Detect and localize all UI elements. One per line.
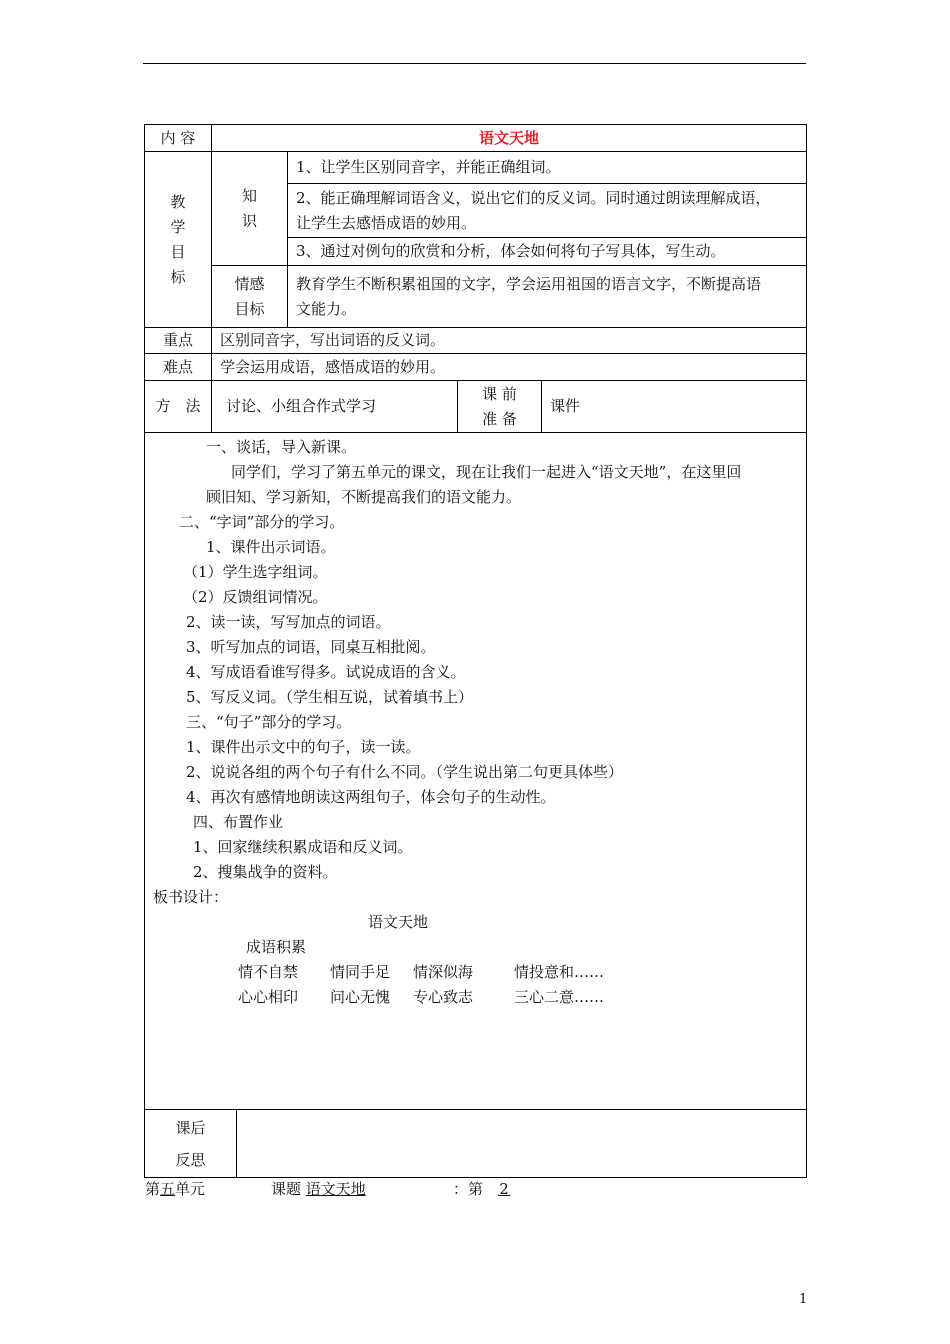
board-idiom: 情不自禁 bbox=[238, 963, 299, 981]
reflection-content bbox=[237, 1110, 807, 1178]
process-line: 顾旧知、学习新知，不断提高我们的语文能力。 bbox=[206, 488, 522, 506]
process-line: 三、“句子”部分的学习。 bbox=[186, 713, 352, 731]
process-line: （1）学生选字组词。 bbox=[183, 563, 328, 581]
board-title: 语文天地 bbox=[368, 913, 429, 931]
process-line: 一、谈话，导入新课。 bbox=[206, 438, 357, 456]
lesson-plan-table bbox=[144, 124, 807, 1178]
board-idiom: 问心无愧 bbox=[330, 988, 391, 1006]
key-point-text: 区别同音字，写出词语的反义词。 bbox=[212, 328, 807, 354]
board-idiom: 情投意和…… bbox=[514, 963, 605, 981]
process-line: （2）反馈组词情况。 bbox=[183, 588, 328, 606]
board-idiom: 心心相印 bbox=[238, 988, 299, 1006]
method-text: 讨论、小组合作式学习 bbox=[212, 381, 458, 433]
prep-text: 课件 bbox=[542, 381, 807, 433]
prep-label: 课 前 准 备 bbox=[458, 381, 542, 433]
page-number: 1 bbox=[799, 1292, 808, 1307]
process-line: 同学们，学习了第五单元的课文，现在让我们一起进入“语文天地”，在这里回 bbox=[231, 463, 742, 481]
knowledge-item-1: 1、让学生区别同音字，并能正确组词。 bbox=[288, 152, 807, 184]
teaching-process bbox=[145, 433, 807, 1110]
knowledge-label: 知 识 bbox=[212, 152, 288, 266]
board-idiom: 情深似海 bbox=[413, 963, 474, 981]
process-line: 1、课件出示词语。 bbox=[206, 538, 336, 556]
board-subtitle: 成语积累 bbox=[246, 938, 307, 956]
content-label: 内 容 bbox=[145, 125, 212, 152]
board-idiom: 三心二意…… bbox=[514, 988, 605, 1006]
method-label: 方 法 bbox=[145, 381, 212, 433]
process-line: 4、写成语看谁写得多。试说成语的含义。 bbox=[186, 663, 466, 681]
footer-unit: 第五单元 bbox=[145, 1180, 206, 1198]
process-line: 4、再次有感情地朗读这两组句子，体会句子的生动性。 bbox=[186, 788, 556, 806]
process-line: 二、“字词”部分的学习。 bbox=[179, 513, 345, 531]
footer-topic: 课题 语文天地 bbox=[271, 1180, 366, 1198]
process-line: 3、听写加点的词语，同桌互相批阅。 bbox=[186, 638, 436, 656]
reflection-label: 课后 反思 bbox=[145, 1110, 237, 1178]
knowledge-item-2: 2、能正确理解词语含义，说出它们的反义词。同时通过朗读理解成语， 让学生去感悟成语的妙用。 bbox=[288, 184, 807, 238]
knowledge-item-3: 3、通过对例句的欣赏和分析，体会如何将句子写具体，写生动。 bbox=[288, 238, 807, 266]
process-line: 1、课件出示文中的句子，读一读。 bbox=[186, 738, 421, 756]
emotion-goal: 教育学生不断积累祖国的文字，学会运用祖国的语言文字，不断提高语 文能力。 bbox=[288, 266, 807, 328]
process-line: 四、布置作业 bbox=[193, 813, 284, 831]
footer-period: ：第 2 bbox=[453, 1180, 509, 1198]
process-line: 2、说说各组的两个句子有什么不同。（学生说出第二句更具体些） bbox=[186, 763, 624, 781]
header-rule bbox=[143, 63, 806, 64]
objectives-label: 教 学 目 标 bbox=[145, 152, 212, 328]
key-point-label: 重点 bbox=[145, 328, 212, 354]
board-design-label: 板书设计： bbox=[153, 888, 229, 906]
emotion-label: 情感 目标 bbox=[212, 266, 288, 328]
board-idiom: 专心致志 bbox=[413, 988, 474, 1006]
process-line: 5、写反义词。（学生相互说，试着填书上） bbox=[186, 688, 474, 706]
difficulty-label: 难点 bbox=[145, 354, 212, 381]
process-line: 2、读一读，写写加点的词语。 bbox=[186, 613, 391, 631]
board-idiom: 情同手足 bbox=[330, 963, 391, 981]
process-line: 1、回家继续积累成语和反义词。 bbox=[193, 838, 413, 856]
lesson-title: 语文天地 bbox=[212, 125, 807, 152]
difficulty-text: 学会运用成语，感悟成语的妙用。 bbox=[212, 354, 807, 381]
process-line: 2、搜集战争的资料。 bbox=[193, 863, 338, 881]
